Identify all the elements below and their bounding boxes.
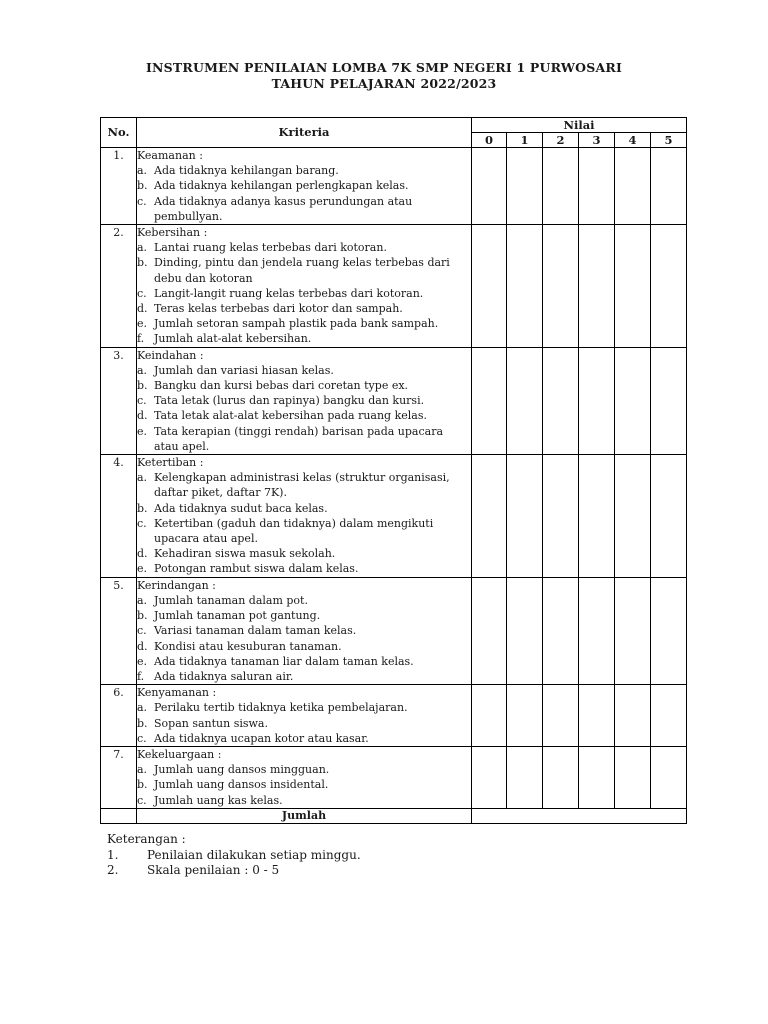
criteria-item-text: Jumlah uang dansos insidental. xyxy=(154,778,329,792)
total-value-cell[interactable] xyxy=(472,808,687,823)
criteria-item xyxy=(137,316,471,331)
criteria-item xyxy=(137,777,471,792)
score-cell-5[interactable] xyxy=(651,347,687,454)
score-cell-2[interactable] xyxy=(543,685,579,747)
criteria-title: Kerindangan : xyxy=(137,578,216,592)
row-number: 2. xyxy=(101,225,137,348)
criteria-title: Kenyamanan : xyxy=(137,686,217,700)
note-text: Penilaian dilakukan setiap minggu. xyxy=(147,847,361,862)
criteria-item-text: Kehadiran siswa masuk sekolah. xyxy=(154,547,336,561)
table-row xyxy=(101,225,687,348)
score-cell-4[interactable] xyxy=(615,347,651,454)
criteria-item-letter: c. xyxy=(137,793,147,807)
criteria-item-text: Jumlah tanaman dalam pot. xyxy=(154,593,308,607)
criteria-item-text: Tata letak (lurus dan rapinya) bangku dan kursi. xyxy=(154,394,425,408)
criteria-item xyxy=(137,163,471,178)
row-number: 4. xyxy=(101,455,137,578)
score-cell-5[interactable] xyxy=(651,746,687,808)
header-no: No. xyxy=(101,118,137,148)
criteria-item-letter: d. xyxy=(137,639,148,653)
criteria-item xyxy=(137,194,471,224)
criteria-item-letter: d. xyxy=(137,409,148,423)
criteria-item xyxy=(137,762,471,777)
score-header-5: 5 xyxy=(651,133,687,148)
criteria-item-text: Lantai ruang kelas terbebas dari kotoran. xyxy=(154,241,387,255)
criteria-item-letter: b. xyxy=(137,501,148,515)
score-cell-1[interactable] xyxy=(507,685,543,747)
score-cell-2[interactable] xyxy=(543,148,579,225)
criteria-item-text: Ada tidaknya tanaman liar dalam taman kelas. xyxy=(154,654,414,668)
score-header-0: 0 xyxy=(472,133,507,148)
criteria-item xyxy=(137,501,471,516)
criteria-item-letter: c. xyxy=(137,624,147,638)
score-cell-0[interactable] xyxy=(472,225,507,348)
criteria-title: Kebersihan : xyxy=(137,226,208,240)
score-cell-5[interactable] xyxy=(651,148,687,225)
criteria-item-letter: a. xyxy=(137,471,148,485)
table-row xyxy=(101,577,687,684)
score-cell-0[interactable] xyxy=(472,148,507,225)
score-cell-2[interactable] xyxy=(543,225,579,348)
score-cell-1[interactable] xyxy=(507,347,543,454)
criteria-cell xyxy=(137,148,472,225)
note-number: 1. xyxy=(107,847,119,862)
note-text: Skala penilaian : 0 - 5 xyxy=(147,863,280,877)
criteria-item-text: Perilaku tertib tidaknya ketika pembelajaran. xyxy=(154,701,408,715)
score-cell-3[interactable] xyxy=(579,148,615,225)
criteria-item-letter: e. xyxy=(137,424,148,438)
score-cell-4[interactable] xyxy=(615,225,651,348)
criteria-item xyxy=(137,363,471,378)
score-cell-3[interactable] xyxy=(579,225,615,348)
criteria-item xyxy=(137,178,471,193)
criteria-item-letter: b. xyxy=(137,609,148,623)
criteria-item-letter: a. xyxy=(137,241,148,255)
criteria-cell xyxy=(137,347,472,454)
criteria-item xyxy=(137,286,471,301)
score-header-4: 4 xyxy=(615,133,651,148)
score-cell-3[interactable] xyxy=(579,347,615,454)
note-item xyxy=(107,848,361,864)
criteria-item-letter: a. xyxy=(137,164,148,178)
criteria-item xyxy=(137,470,471,500)
score-cell-2[interactable] xyxy=(543,746,579,808)
criteria-item-text: Ada tidaknya ucapan kotor atau kasar. xyxy=(154,731,369,745)
criteria-item xyxy=(137,669,471,684)
criteria-item-text: Jumlah dan variasi hiasan kelas. xyxy=(154,363,334,377)
score-cell-3[interactable] xyxy=(579,455,615,578)
notes-heading: Keterangan : xyxy=(107,832,186,846)
criteria-item xyxy=(137,240,471,255)
criteria-item-text: Tata kerapian (tinggi rendah) barisan pada upacara atau apel. xyxy=(154,424,444,453)
table-row xyxy=(101,148,687,225)
table-row xyxy=(101,347,687,454)
score-cell-4[interactable] xyxy=(615,148,651,225)
criteria-item-text: Langit-langit ruang kelas terbebas dari kotoran. xyxy=(154,286,424,300)
criteria-item xyxy=(137,731,471,746)
score-cell-5[interactable] xyxy=(651,685,687,747)
criteria-item-letter: f. xyxy=(137,332,145,346)
criteria-item-letter: c. xyxy=(137,731,147,745)
assessment-table xyxy=(100,117,687,824)
criteria-item xyxy=(137,623,471,638)
total-empty-cell xyxy=(101,808,137,823)
criteria-item-text: Jumlah uang kas kelas. xyxy=(154,793,283,807)
score-cell-4[interactable] xyxy=(615,685,651,747)
criteria-item-letter: b. xyxy=(137,256,148,270)
row-number: 6. xyxy=(101,685,137,747)
score-cell-5[interactable] xyxy=(651,455,687,578)
score-cell-5[interactable] xyxy=(651,225,687,348)
criteria-item-letter: b. xyxy=(137,179,148,193)
table-row xyxy=(101,685,687,747)
score-cell-5[interactable] xyxy=(651,577,687,684)
criteria-item xyxy=(137,301,471,316)
criteria-item xyxy=(137,654,471,669)
score-cell-2[interactable] xyxy=(543,347,579,454)
score-cell-1[interactable] xyxy=(507,225,543,348)
criteria-cell xyxy=(137,577,472,684)
criteria-item-letter: e. xyxy=(137,654,148,668)
criteria-item-text: Kelengkapan administrasi kelas (struktur organisasi, daftar piket, daftar 7K). xyxy=(154,471,450,500)
criteria-item xyxy=(137,378,471,393)
criteria-item-letter: e. xyxy=(137,317,148,331)
criteria-item-text: Dinding, pintu dan jendela ruang kelas terbebas dari debu dan kotoran xyxy=(154,256,450,285)
criteria-item-letter: c. xyxy=(137,286,147,300)
document-title: INSTRUMEN PENILAIAN LOMBA 7K SMP NEGERI 1 PURWOSARI xyxy=(146,60,622,75)
criteria-item-text: Ada tidaknya kehilangan barang. xyxy=(154,164,339,178)
score-cell-3[interactable] xyxy=(579,746,615,808)
criteria-item xyxy=(137,561,471,576)
criteria-item-letter: d. xyxy=(137,547,148,561)
score-header-2: 2 xyxy=(543,133,579,148)
criteria-item xyxy=(137,255,471,285)
total-label: Jumlah xyxy=(137,808,472,823)
criteria-cell xyxy=(137,455,472,578)
criteria-cell xyxy=(137,746,472,808)
total-row xyxy=(101,808,687,823)
criteria-item xyxy=(137,793,471,808)
criteria-title: Keamanan : xyxy=(137,149,203,162)
criteria-cell xyxy=(137,685,472,747)
criteria-title: Ketertiban : xyxy=(137,456,204,470)
criteria-item-text: Teras kelas terbebas dari kotor dan sampah. xyxy=(154,302,403,316)
header-nilai: Nilai xyxy=(472,118,687,133)
document-subtitle: TAHUN PELAJARAN 2022/2023 xyxy=(271,76,497,91)
score-cell-3[interactable] xyxy=(579,577,615,684)
score-cell-1[interactable] xyxy=(507,148,543,225)
criteria-item-text: Variasi tanaman dalam taman kelas. xyxy=(154,624,357,638)
criteria-item-letter: b. xyxy=(137,778,148,792)
criteria-item xyxy=(137,516,471,546)
criteria-item-text: Kondisi atau kesuburan tanaman. xyxy=(154,639,342,653)
criteria-item-text: Ada tidaknya kehilangan perlengkapan kelas. xyxy=(154,179,409,193)
criteria-item xyxy=(137,608,471,623)
criteria-item xyxy=(137,639,471,654)
header-row xyxy=(101,118,687,133)
criteria-item-letter: b. xyxy=(137,379,148,393)
row-number: 7. xyxy=(101,746,137,808)
criteria-item-letter: d. xyxy=(137,302,148,316)
row-number: 3. xyxy=(101,347,137,454)
note-number: 2. xyxy=(107,863,119,877)
criteria-item xyxy=(137,593,471,608)
score-cell-1[interactable] xyxy=(507,746,543,808)
criteria-item-text: Sopan santun siswa. xyxy=(154,716,268,730)
criteria-item-text: Jumlah uang dansos mingguan. xyxy=(154,763,330,777)
score-cell-0[interactable] xyxy=(472,746,507,808)
criteria-item-text: Tata letak alat-alat kebersihan pada ruang kelas. xyxy=(154,409,427,423)
criteria-item-text: Ada tidaknya sudut baca kelas. xyxy=(154,501,328,515)
criteria-item-text: Ketertiban (gaduh dan tidaknya) dalam mengikuti upacara atau apel. xyxy=(154,516,434,546)
criteria-cell xyxy=(137,225,472,348)
score-cell-0[interactable] xyxy=(472,347,507,454)
criteria-item-letter: b. xyxy=(137,716,148,730)
criteria-item-text: Ada tidaknya adanya kasus perundungan atau pembullyan. xyxy=(154,194,413,223)
score-cell-3[interactable] xyxy=(579,685,615,747)
score-cell-0[interactable] xyxy=(472,685,507,747)
criteria-item-text: Jumlah tanaman pot gantung. xyxy=(154,609,321,623)
criteria-item xyxy=(137,546,471,561)
criteria-item-text: Jumlah alat-alat kebersihan. xyxy=(154,332,312,346)
score-cell-0[interactable] xyxy=(472,577,507,684)
note-item xyxy=(107,863,361,879)
criteria-item-letter: a. xyxy=(137,593,148,607)
score-cell-4[interactable] xyxy=(615,577,651,684)
criteria-item xyxy=(137,393,471,408)
score-header-1: 1 xyxy=(507,133,543,148)
criteria-item-text: Jumlah setoran sampah plastik pada bank sampah. xyxy=(154,317,439,331)
row-number: 5. xyxy=(101,577,137,684)
row-number: 1. xyxy=(101,148,137,225)
score-cell-1[interactable] xyxy=(507,455,543,578)
score-cell-1[interactable] xyxy=(507,577,543,684)
criteria-item-letter: e. xyxy=(137,562,148,576)
notes-section xyxy=(107,832,361,879)
criteria-item-text: Ada tidaknya saluran air. xyxy=(154,669,294,683)
criteria-item xyxy=(137,408,471,423)
score-cell-4[interactable] xyxy=(615,746,651,808)
criteria-item xyxy=(137,331,471,346)
criteria-item xyxy=(137,424,471,454)
criteria-item-letter: c. xyxy=(137,394,147,408)
criteria-item-letter: c. xyxy=(137,194,147,208)
score-cell-4[interactable] xyxy=(615,455,651,578)
score-cell-0[interactable] xyxy=(472,455,507,578)
criteria-item xyxy=(137,700,471,715)
criteria-item-text: Potongan rambut siswa dalam kelas. xyxy=(154,562,359,576)
criteria-item-letter: a. xyxy=(137,701,148,715)
criteria-item-text: Bangku dan kursi bebas dari coretan type ex. xyxy=(154,379,409,393)
score-cell-2[interactable] xyxy=(543,577,579,684)
header-criteria: Kriteria xyxy=(137,118,472,148)
table-row xyxy=(101,746,687,808)
criteria-title: Keindahan : xyxy=(137,348,204,362)
score-header-3: 3 xyxy=(579,133,615,148)
score-cell-2[interactable] xyxy=(543,455,579,578)
criteria-item-letter: f. xyxy=(137,669,145,683)
table-row xyxy=(101,455,687,578)
criteria-item xyxy=(137,716,471,731)
criteria-title: Kekeluargaan : xyxy=(137,747,222,761)
criteria-item-letter: a. xyxy=(137,763,148,777)
criteria-item-letter: c. xyxy=(137,516,147,530)
criteria-item-letter: a. xyxy=(137,363,148,377)
